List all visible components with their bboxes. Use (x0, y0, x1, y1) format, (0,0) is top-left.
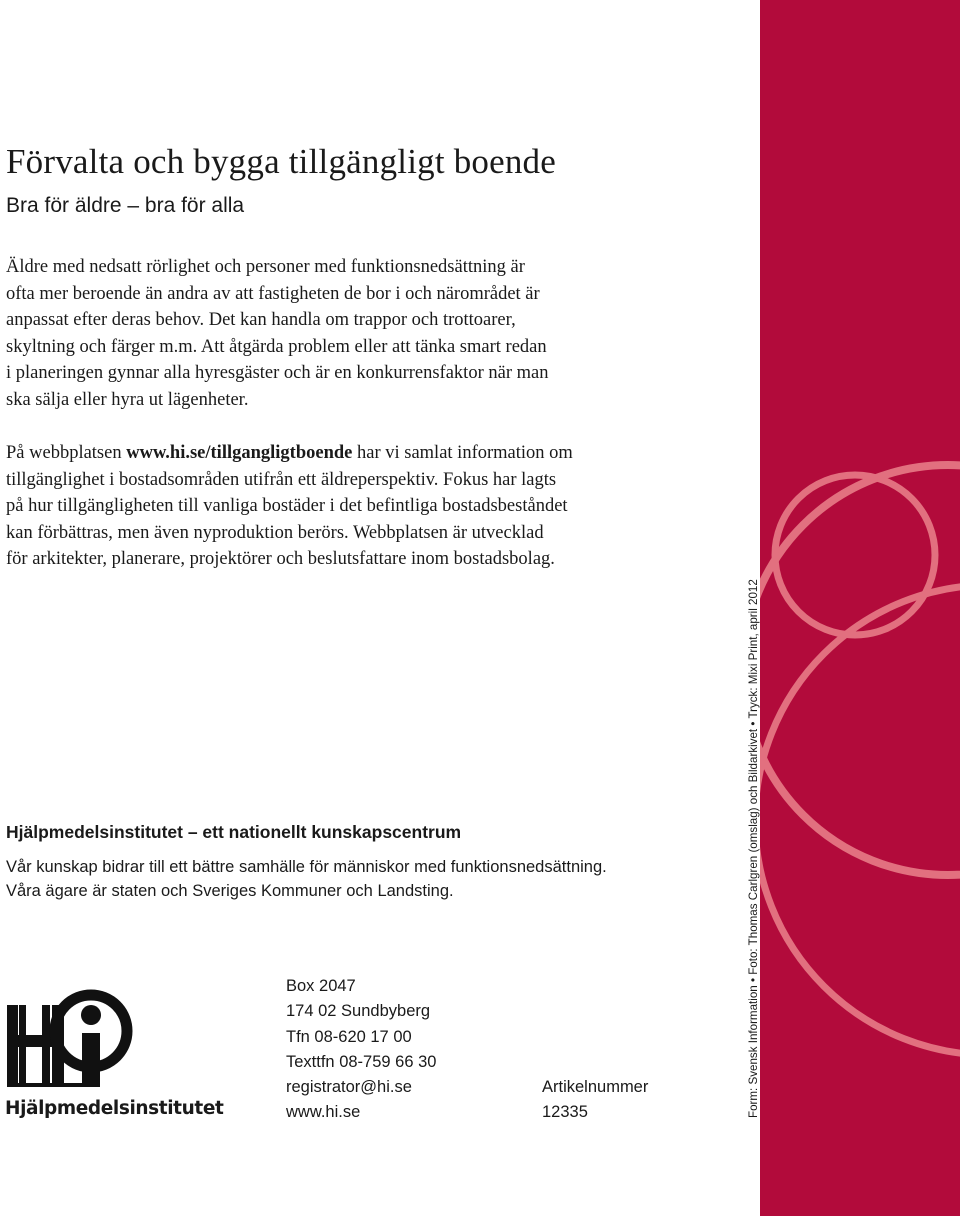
decorative-rings-icon (760, 0, 960, 1216)
website-link[interactable]: www.hi.se/tillgangligtboende (126, 443, 353, 463)
text-line: ska sälja eller hyra ut lägenheter. (6, 389, 249, 410)
text-line: för arkitekter, planerare, projektörer och beslutsfattare inom bostadsbolag. (6, 549, 555, 570)
org-description (6, 855, 607, 903)
contact-phone: Tfn 08-620 17 00 (286, 1027, 412, 1046)
text-line: Äldre med nedsatt rörlighet och personer med funktionsnedsättning är (6, 257, 525, 277)
page-title: Förvalta och bygga tillgängligt boende (6, 142, 556, 181)
contact-postal: 174 02 Sundbyberg (286, 1002, 431, 1021)
text-line: kan förbättras, men även nyproduktion berörs. Webbplatsen är utvecklad (6, 522, 544, 543)
text-line: anpassat efter deras behov. Det kan handla om trappor och trottoarer, (6, 310, 516, 331)
print-credits: Form: Svensk Information • Foto: Thomas Carlgren (omslag) och Bildarkivet • Tryck: Mixi Print, april 2012 (747, 579, 760, 1118)
contact-email[interactable]: registrator@hi.se (286, 1078, 412, 1097)
contact-info (286, 974, 436, 1126)
text-prefix: På webbplatsen (6, 443, 127, 463)
ring-wide (760, 585, 960, 1055)
contact-box: Box 2047 (286, 977, 356, 995)
text-line: skyltning och färger m.m. Att åtgärda problem eller att tänka smart redan (6, 336, 547, 357)
contact-textphone: Texttfn 08-759 66 30 (286, 1052, 437, 1071)
text-line (6, 440, 726, 467)
ring-small (775, 475, 935, 635)
contact-website[interactable]: www.hi.se (286, 1103, 361, 1122)
logo-wordmark: Hjälpmedelsinstitutet (5, 1098, 224, 1119)
text-line: Vår kunskap bidrar till ett bättre samhälle för människor med funktionsnedsättning. (6, 858, 607, 876)
text-line: ofta mer beroende än andra av att fastigheten de bor i och närområdet är (6, 283, 540, 304)
decorative-sidebar (760, 0, 960, 1216)
article-number-block (542, 1075, 648, 1126)
text-suffix: har vi samlat information om (352, 443, 573, 463)
text-line: i planeringen gynnar alla hyresgäster och är en konkurrensfaktor när man (6, 363, 549, 384)
article-number-value: 12335 (542, 1103, 588, 1122)
text-line: tillgänglighet i bostadsområden utifrån ett äldreperspektiv. Fokus har lagts (6, 469, 557, 490)
hi-logo-icon (4, 975, 134, 1091)
website-paragraph (6, 440, 726, 573)
text-line: på hur tillgängligheten till vanliga bostäder i det befintliga bostadsbeståndet (6, 496, 568, 517)
org-heading: Hjälpmedelsinstitutet – ett nationellt kunskapscentrum (6, 822, 462, 842)
intro-paragraph (6, 254, 726, 414)
article-number-label: Artikelnummer (542, 1078, 649, 1096)
text-line: Våra ägare är staten och Sveriges Kommuner och Landsting. (6, 882, 454, 900)
page-subtitle: Bra för äldre – bra för alla (6, 194, 245, 217)
